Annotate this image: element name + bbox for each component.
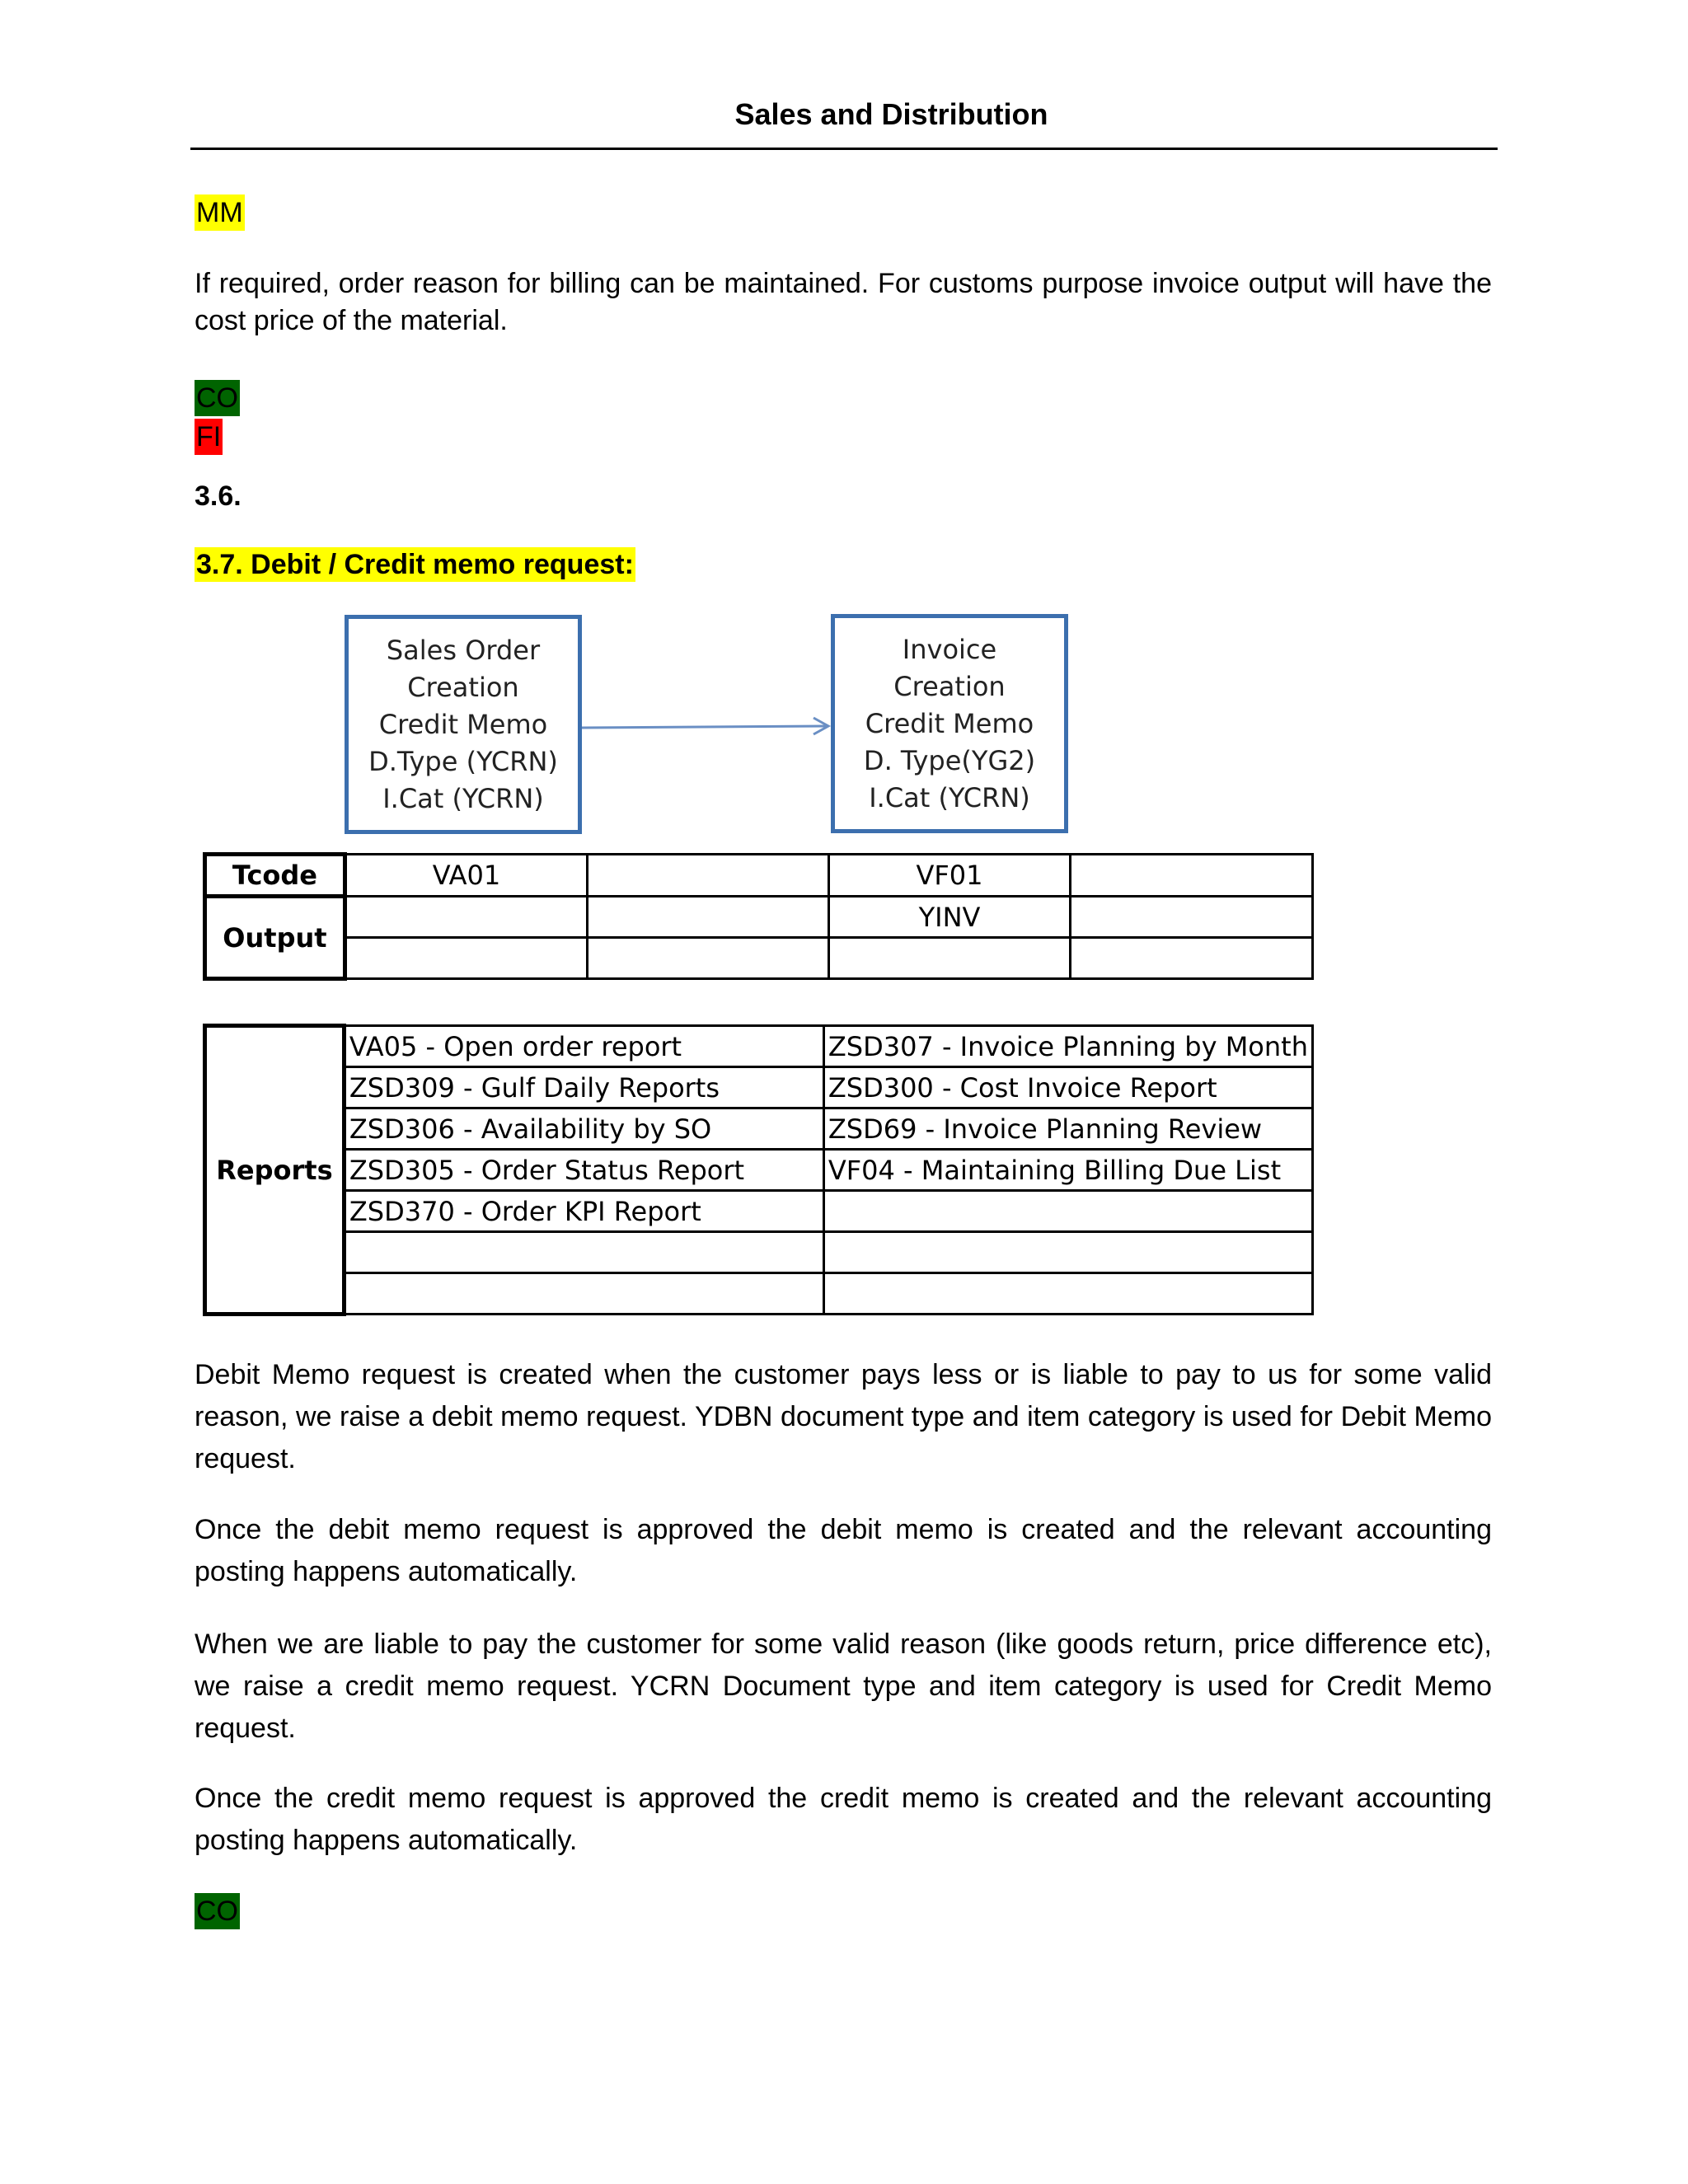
header-divider bbox=[190, 148, 1498, 150]
table-cell bbox=[1071, 938, 1313, 979]
invoice-line: Credit Memo bbox=[865, 707, 1034, 739]
section-3-6-heading: 3.6. bbox=[195, 480, 241, 512]
table-cell bbox=[1071, 855, 1313, 897]
table-cell bbox=[588, 897, 829, 938]
debit-memo-paragraph: Debit Memo request is created when the customer pays less or is liable to pay to us for some valid reason, we raise a debit memo request. YDBN document type and item category is used for Debit Memo request. bbox=[195, 1359, 1492, 1474]
table-cell bbox=[1071, 897, 1313, 938]
co-tag: CO bbox=[195, 1893, 240, 1929]
table-cell bbox=[345, 938, 587, 979]
reports-label: Reports bbox=[205, 1026, 345, 1315]
report-cell: ZSD309 - Gulf Daily Reports bbox=[344, 1067, 823, 1108]
report-cell: ZSD300 - Cost Invoice Report bbox=[823, 1067, 1312, 1108]
table-row bbox=[205, 1067, 1313, 1108]
invoice-line: Invoice bbox=[902, 633, 997, 665]
sales-order-line: Credit Memo bbox=[378, 708, 548, 740]
tcode-row bbox=[205, 855, 1313, 897]
table-row bbox=[205, 1273, 1313, 1315]
report-cell: ZSD305 - Order Status Report bbox=[344, 1150, 823, 1191]
debit-memo-approval-paragraph: Once the debit memo request is approved the debit memo is created and the relevant accounting posting happens automatically. bbox=[195, 1514, 1492, 1587]
page-header-title: Sales and Distribution bbox=[734, 97, 1048, 131]
table-cell bbox=[828, 938, 1070, 979]
tcode-output-table bbox=[203, 852, 1314, 981]
report-cell bbox=[823, 1191, 1312, 1232]
output-label: Output bbox=[205, 897, 345, 979]
credit-memo-approval-paragraph: Once the credit memo request is approved the credit memo is created and the relevant accounting posting happens automatically. bbox=[195, 1783, 1492, 1856]
report-cell: ZSD370 - Order KPI Report bbox=[344, 1191, 823, 1232]
report-cell bbox=[344, 1232, 823, 1273]
sales-order-box bbox=[345, 615, 582, 834]
table-cell bbox=[345, 897, 587, 938]
table-row bbox=[205, 1026, 1313, 1067]
table-row bbox=[205, 1150, 1313, 1191]
report-cell bbox=[823, 1273, 1312, 1315]
table-cell: VF01 bbox=[828, 855, 1070, 897]
table-row bbox=[205, 1108, 1313, 1150]
table-cell: VA01 bbox=[345, 855, 587, 897]
table-cell: YINV bbox=[828, 897, 1070, 938]
table-cell bbox=[588, 855, 829, 897]
report-cell: ZSD307 - Invoice Planning by Month bbox=[823, 1026, 1312, 1067]
reports-table bbox=[203, 1024, 1314, 1316]
sales-order-line: I.Cat (YCRN) bbox=[382, 782, 544, 814]
output-row bbox=[205, 938, 1313, 979]
sales-order-line: D.Type (YCRN) bbox=[368, 745, 558, 777]
report-cell bbox=[823, 1232, 1312, 1273]
output-row bbox=[205, 897, 1313, 938]
invoice-box bbox=[831, 614, 1068, 833]
sales-order-line: Sales Order bbox=[386, 634, 541, 666]
report-cell: ZSD69 - Invoice Planning Review bbox=[823, 1108, 1312, 1150]
table-cell bbox=[588, 938, 829, 979]
table-row bbox=[205, 1232, 1313, 1273]
flow-arrow bbox=[582, 714, 834, 738]
report-cell: VF04 - Maintaining Billing Due List bbox=[823, 1150, 1312, 1191]
report-cell: ZSD306 - Availability by SO bbox=[344, 1108, 823, 1150]
tcode-label: Tcode bbox=[205, 855, 345, 897]
invoice-line: D. Type(YG2) bbox=[863, 744, 1036, 776]
section-3-7-heading-text: 3.7. Debit / Credit memo request: bbox=[196, 549, 634, 580]
intro-paragraph: If required, order reason for billing can be maintained. For customs purpose invoice output will have the cost price of the material. bbox=[195, 268, 1492, 336]
invoice-line: I.Cat (YCRN) bbox=[869, 781, 1030, 813]
sales-order-line: Creation bbox=[407, 671, 519, 703]
report-cell: VA05 - Open order report bbox=[344, 1026, 823, 1067]
table-row bbox=[205, 1191, 1313, 1232]
fi-tag: FI bbox=[195, 419, 223, 455]
co-tag: CO bbox=[195, 380, 240, 416]
mm-tag: MM bbox=[195, 194, 245, 231]
report-cell bbox=[344, 1273, 823, 1315]
section-3-7-heading bbox=[195, 549, 635, 581]
credit-memo-paragraph: When we are liable to pay the customer for some valid reason (like goods return, price difference etc), we raise a credit memo request. YCRN Document type and item category is used for Credit Memo request. bbox=[195, 1629, 1492, 1744]
invoice-line: Creation bbox=[893, 670, 1006, 702]
